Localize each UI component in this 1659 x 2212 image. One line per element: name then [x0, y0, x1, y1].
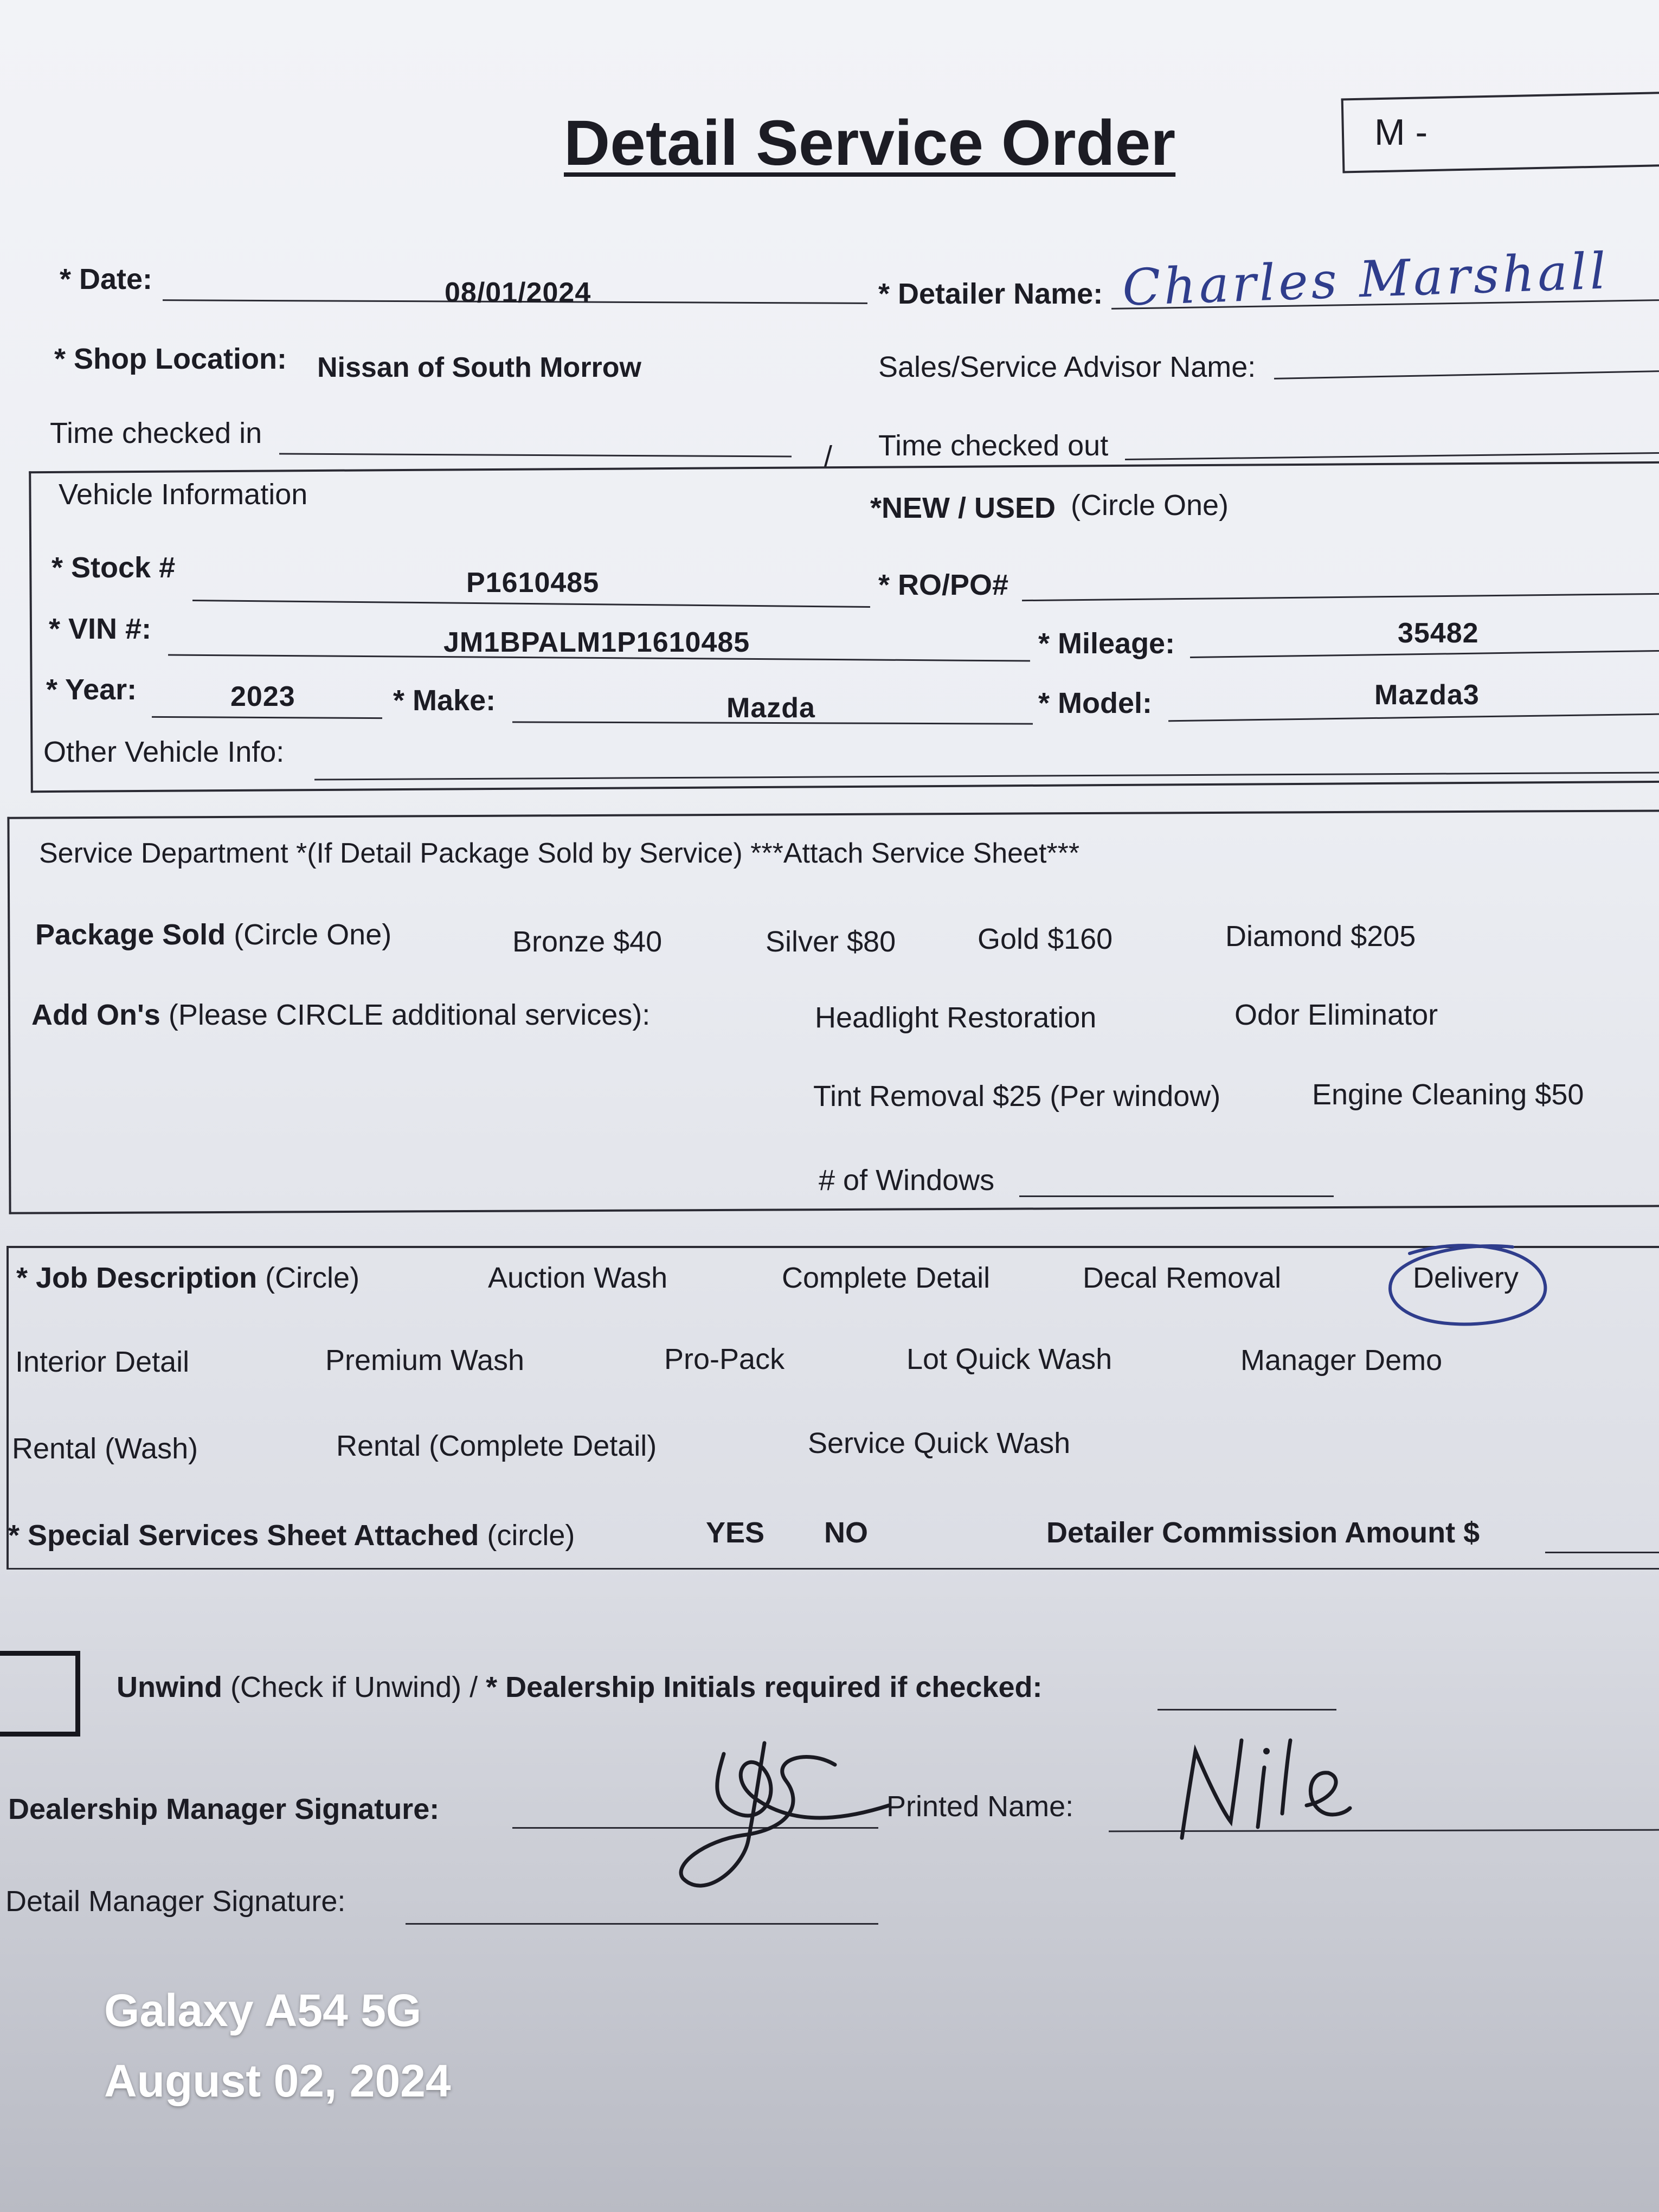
windows-count-line: [1019, 1195, 1334, 1197]
dealership-manager-signature-label: Dealership Manager Signature:: [8, 1793, 440, 1825]
package-sold-hint: (Circle One): [234, 918, 392, 951]
other-vehicle-info-label: Other Vehicle Info:: [43, 736, 285, 768]
mileage-label: * Mileage:: [1038, 627, 1175, 660]
job-premium-wash[interactable]: Premium Wash: [325, 1344, 525, 1377]
vehicle-info-heading: Vehicle Information: [59, 478, 308, 511]
stock-label: * Stock #: [52, 551, 176, 584]
order-number-prefix: M -: [1374, 112, 1428, 153]
time-checked-out-line: [1125, 452, 1659, 460]
add-ons-label: Add On's: [31, 999, 160, 1031]
unwind-row: [117, 1673, 1042, 1702]
ropo-label: * RO/PO#: [878, 569, 1009, 601]
job-description-hint: (Circle): [265, 1262, 360, 1294]
new-used-hint: (Circle One): [1071, 489, 1229, 522]
package-option-diamond[interactable]: Diamond $205: [1225, 920, 1416, 953]
job-rental-complete-detail[interactable]: Rental (Complete Detail): [336, 1430, 657, 1462]
dealership-manager-signature-mark: [672, 1732, 900, 1906]
unwind-hint: (Check if Unwind) /: [230, 1671, 478, 1703]
time-separator: /: [824, 440, 833, 473]
make-label: * Make:: [393, 684, 496, 717]
year-value: 2023: [230, 681, 295, 712]
job-interior-detail[interactable]: Interior Detail: [15, 1346, 190, 1378]
job-delivery[interactable]: Delivery: [1413, 1262, 1519, 1294]
time-checked-out-label: Time checked out: [878, 429, 1109, 462]
special-services-row: [8, 1521, 575, 1550]
service-department-heading: Service Department *(If Detail Package Sold by Service) ***Attach Service Sheet***: [39, 838, 1080, 869]
job-rental-wash[interactable]: Rental (Wash): [12, 1432, 198, 1465]
job-lot-quick-wash[interactable]: Lot Quick Wash: [906, 1343, 1113, 1375]
job-decal-removal[interactable]: Decal Removal: [1083, 1262, 1282, 1294]
job-manager-demo[interactable]: Manager Demo: [1240, 1344, 1443, 1377]
addon-tint-removal[interactable]: Tint Removal $25 (Per window): [813, 1080, 1221, 1113]
package-sold-row: [35, 920, 391, 949]
new-used-label: *NEW / USED: [870, 492, 1056, 524]
special-services-yes[interactable]: YES: [706, 1516, 765, 1549]
camera-device-watermark: Galaxy A54 5G: [104, 1985, 422, 2036]
add-ons-hint: (Please CIRCLE additional services):: [168, 999, 651, 1031]
job-auction-wash[interactable]: Auction Wash: [488, 1262, 668, 1294]
make-value: Mazda: [726, 692, 815, 724]
package-option-gold[interactable]: Gold $160: [978, 923, 1113, 955]
advisor-name-line: [1274, 370, 1659, 380]
detailer-commission-line: [1545, 1552, 1659, 1553]
addon-headlight-restoration[interactable]: Headlight Restoration: [815, 1001, 1097, 1034]
special-services-no[interactable]: NO: [824, 1516, 868, 1549]
package-option-bronze[interactable]: Bronze $40: [512, 925, 663, 958]
detailer-commission-label: Detailer Commission Amount $: [1046, 1516, 1480, 1549]
stock-value: P1610485: [466, 567, 600, 599]
detail-manager-signature-label: Detail Manager Signature:: [5, 1885, 346, 1918]
advisor-name-label: Sales/Service Advisor Name:: [878, 351, 1256, 383]
year-label: * Year:: [46, 673, 137, 706]
special-services-hint: (circle): [487, 1519, 575, 1552]
addon-engine-cleaning[interactable]: Engine Cleaning $50: [1312, 1078, 1584, 1111]
shop-location-label: * Shop Location:: [54, 343, 287, 375]
date-value: 08/01/2024: [445, 277, 591, 308]
package-sold-label: Package Sold: [35, 918, 226, 951]
delivery-circle-mark: [1377, 1225, 1551, 1334]
model-label: * Model:: [1038, 687, 1152, 719]
vin-label: * VIN #:: [49, 613, 152, 645]
model-value: Mazda3: [1374, 679, 1480, 711]
vin-value: JM1BPALM1P1610485: [443, 627, 750, 658]
camera-date-watermark: August 02, 2024: [104, 2055, 451, 2106]
job-description-row: [16, 1263, 359, 1293]
form-title: Detail Service Order: [564, 107, 1176, 179]
job-service-quick-wash[interactable]: Service Quick Wash: [808, 1427, 1071, 1459]
printed-name-mark: [1171, 1719, 1350, 1849]
printed-name-label: Printed Name:: [886, 1790, 1074, 1823]
special-services-label: * Special Services Sheet Attached: [8, 1519, 479, 1552]
dealership-initials-line: [1158, 1709, 1336, 1711]
add-ons-row: [31, 1000, 650, 1030]
unwind-label: Unwind: [117, 1671, 222, 1703]
mileage-value: 35482: [1398, 618, 1479, 649]
dealership-initials-label: * Dealership Initials required if checked:: [486, 1671, 1043, 1703]
shop-location-value: Nissan of South Morrow: [317, 352, 641, 383]
date-label: * Date:: [60, 263, 153, 295]
detailer-name-label: * Detailer Name:: [878, 278, 1103, 310]
addon-odor-eliminator[interactable]: Odor Eliminator: [1234, 999, 1438, 1031]
time-checked-in-label: Time checked in: [50, 417, 262, 449]
package-option-silver[interactable]: Silver $80: [766, 925, 896, 958]
unwind-checkbox[interactable]: [0, 1651, 80, 1737]
windows-count-label: # of Windows: [819, 1164, 995, 1197]
time-checked-in-line: [279, 453, 792, 458]
job-description-label: * Job Description: [16, 1262, 258, 1294]
detailer-name-value: Charles Marshall: [1121, 242, 1610, 317]
detail-manager-signature-line: [406, 1923, 878, 1925]
job-complete-detail[interactable]: Complete Detail: [782, 1262, 991, 1294]
job-pro-pack[interactable]: Pro-Pack: [664, 1343, 785, 1375]
